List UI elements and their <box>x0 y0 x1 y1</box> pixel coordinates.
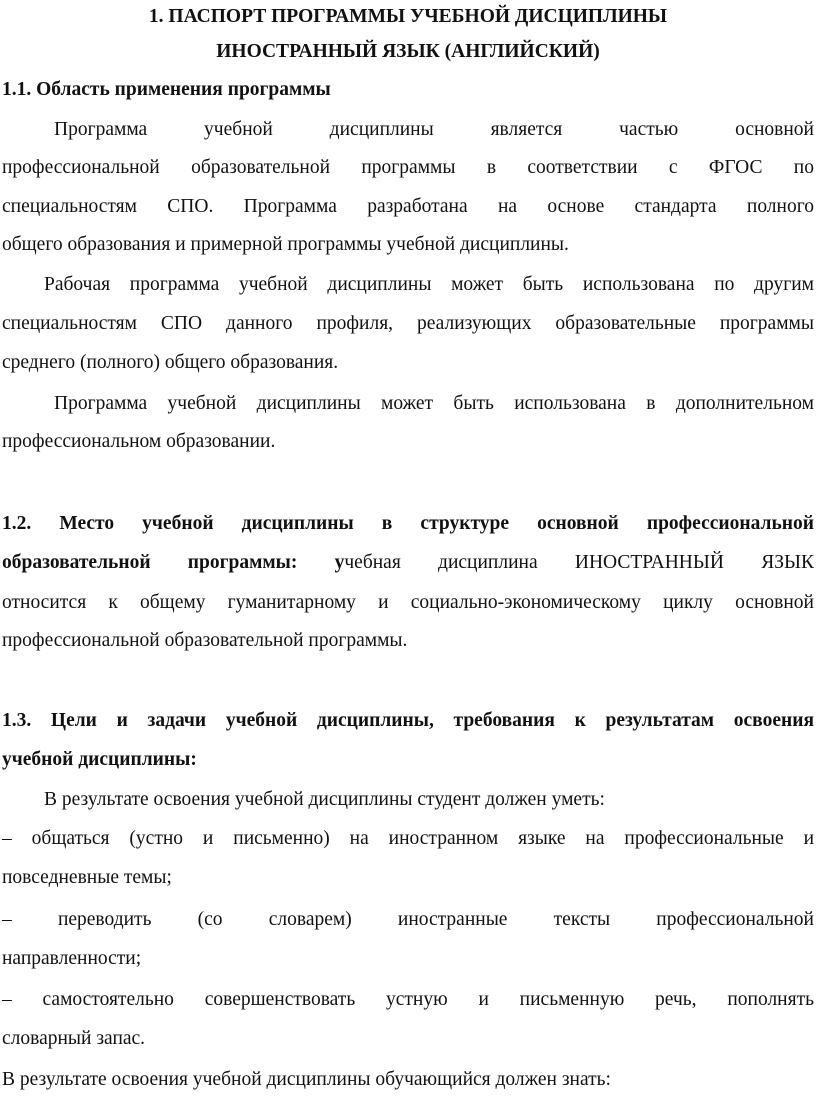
paragraph-line: среднего (полного) общего образования. <box>2 352 339 373</box>
paragraph-line: профессиональной образовательной программы. <box>2 630 408 651</box>
paragraph-line: специальностям СПО данного профиля, реализующих образовательные программы <box>2 313 814 334</box>
skills-intro: В результате освоения учебной дисциплины студент должен уметь: <box>44 789 605 810</box>
section-1-3-heading-end: учебной дисциплины: <box>2 749 197 770</box>
paragraph-line: относится к общему гуманитарному и социально-экономическому циклу основной <box>2 592 814 613</box>
section-1-3-heading: 1.3. Цели и задачи учебной дисциплины, требования к результатам освоения <box>2 710 814 731</box>
list-item-continued: повседневные темы; <box>2 867 172 888</box>
doc-title-line-1: 1. ПАСПОРТ ПРОГРАММЫ УЧЕБНОЙ ДИСЦИПЛИНЫ <box>148 6 668 27</box>
section-1-2-text: чебная дисциплина ИНОСТРАННЫЙ ЯЗЫК <box>344 552 814 573</box>
list-item: – переводить (со словарем) иностранные тексты профессиональной <box>2 909 814 930</box>
section-1-2-heading: 1.2. Место учебной дисциплины в структуре основной профессиональной <box>2 513 814 534</box>
knowledge-intro: В результате освоения учебной дисциплины обучающийся должен знать: <box>2 1069 611 1090</box>
paragraph-line: общего образования и примерной программы учебной дисциплины. <box>2 234 569 255</box>
section-1-1-heading: 1.1. Область применения программы <box>2 79 331 100</box>
list-item: – самостоятельно совершенствовать устную и письменную речь, пополнять <box>2 989 814 1010</box>
paragraph-line: профессиональной образовательной программы в соответствии с ФГОС по <box>2 157 814 178</box>
paragraph-line: специальностям СПО. Программа разработана на основе стандарта полного <box>2 196 814 217</box>
doc-title-line-2: ИНОСТРАННЫЙ ЯЗЫК (АНГЛИЙСКИЙ) <box>216 41 600 62</box>
section-1-2-heading-end: образовательной программы: у <box>2 552 345 573</box>
paragraph-line: Программа учебной дисциплины может быть использована в дополнительном <box>54 393 814 414</box>
paragraph-line: Программа учебной дисциплины является частью основной <box>54 119 814 140</box>
list-item: – общаться (устно и письменно) на иностранном языке на профессиональные и <box>2 828 814 849</box>
paragraph-line: профессиональном образовании. <box>2 431 276 452</box>
paragraph-line: Рабочая программа учебной дисциплины может быть использована по другим <box>44 274 814 295</box>
section-1-2-line-2 <box>2 551 814 575</box>
list-item-continued: направленности; <box>2 948 142 969</box>
list-item-continued: словарный запас. <box>2 1028 146 1049</box>
